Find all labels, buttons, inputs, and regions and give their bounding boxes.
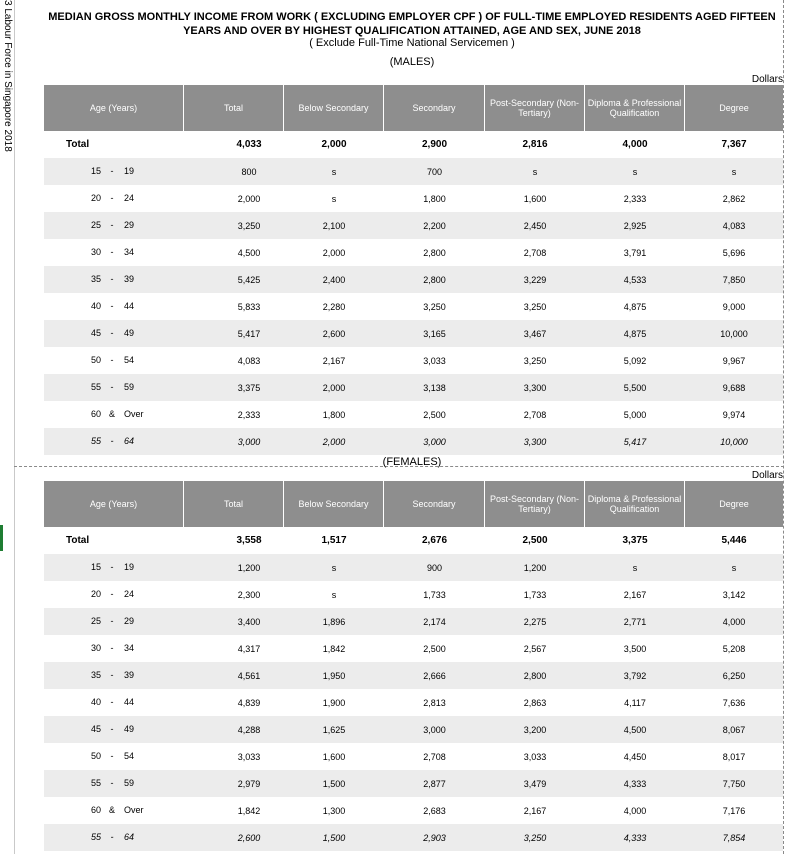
value-cell: 2,300 — [237, 589, 261, 600]
value-cell: 3,165 — [423, 328, 446, 339]
age-from: 50 — [90, 751, 101, 761]
value-cell: 2,200 — [423, 220, 446, 231]
males-section-label: (MALES) — [389, 56, 435, 68]
value-cell: 1,200 — [237, 562, 261, 573]
value-cell: 1,842 — [237, 805, 261, 816]
value-cell: 4,000 — [622, 139, 648, 150]
value-cell: 2,000 — [237, 193, 261, 204]
value-cell: 4,500 — [237, 247, 261, 258]
age-to: 34 — [124, 643, 135, 653]
value-cell: 4,875 — [623, 328, 647, 339]
table-row — [44, 554, 783, 581]
value-cell: 4,083 — [237, 355, 261, 366]
table-row — [44, 824, 783, 851]
table-row — [44, 797, 783, 824]
value-cell: 4,533 — [623, 274, 647, 285]
value-cell: 1,200 — [523, 562, 547, 573]
age-to: Over — [124, 409, 144, 419]
value-cell: 2,500 — [522, 535, 548, 546]
age-from: 45 — [90, 724, 101, 734]
age-sep: - — [110, 751, 114, 761]
age-from: 25 — [90, 616, 101, 626]
value-cell: 4,500 — [623, 724, 647, 735]
age-cell — [44, 320, 184, 347]
age-from: 30 — [90, 643, 101, 653]
value-cell: 3,500 — [623, 643, 647, 654]
age-sep: - — [110, 355, 114, 365]
age-from: 50 — [90, 355, 101, 365]
value-cell: 2,275 — [523, 616, 547, 627]
age-cell — [44, 662, 184, 689]
value-cell: 3,792 — [623, 670, 647, 681]
value-cell: 2,100 — [322, 220, 346, 231]
value-cell: 2,450 — [523, 220, 547, 231]
value-cell: 5,417 — [237, 328, 261, 339]
value-cell: 2,567 — [523, 643, 547, 654]
age-to: 54 — [124, 355, 135, 365]
value-cell: 1,500 — [322, 778, 346, 789]
value-cell: 2,333 — [237, 409, 261, 420]
age-sep: - — [110, 220, 114, 230]
table-header — [44, 481, 783, 527]
age-from: 40 — [90, 697, 101, 707]
value-cell: 1,625 — [322, 724, 346, 735]
value-cell: 2,925 — [623, 220, 647, 231]
age-cell — [44, 554, 184, 581]
value-cell: 2,862 — [722, 193, 746, 204]
value-cell: s — [331, 166, 337, 177]
value-cell: 7,750 — [722, 778, 746, 789]
value-cell: 1,733 — [423, 589, 446, 600]
total-label: Total — [66, 139, 90, 150]
value-cell: 4,839 — [237, 697, 261, 708]
value-cell: 3,000 — [423, 436, 446, 447]
age-from: 55 — [90, 436, 101, 446]
value-cell: 5,000 — [623, 409, 647, 420]
age-to: 64 — [124, 832, 135, 842]
column-header-diploma: Diploma & Professional Qualification — [585, 85, 685, 131]
value-cell: 2,683 — [423, 805, 446, 816]
age-from: 35 — [90, 670, 101, 680]
age-to: 44 — [124, 697, 135, 707]
value-cell: 1,842 — [322, 643, 346, 654]
value-cell: 1,600 — [322, 751, 346, 762]
value-cell: s — [731, 166, 737, 177]
value-cell: 2,400 — [322, 274, 346, 285]
age-from: 15 — [90, 562, 101, 572]
value-cell: 700 — [426, 166, 443, 177]
column-header-below-secondary: Below Secondary — [284, 481, 384, 527]
column-header-total: Total — [184, 481, 284, 527]
value-cell: 4,288 — [237, 724, 261, 735]
value-cell: 8,067 — [722, 724, 746, 735]
value-cell: 2,676 — [421, 535, 448, 546]
column-header-secondary: Secondary — [384, 481, 485, 527]
age-sep: - — [110, 274, 114, 284]
value-cell: 4,875 — [623, 301, 647, 312]
value-cell: 7,850 — [722, 274, 746, 285]
value-cell: 2,167 — [322, 355, 346, 366]
value-cell: s — [532, 166, 538, 177]
column-header-degree: Degree — [719, 499, 749, 509]
age-cell — [44, 185, 184, 212]
age-cell — [44, 266, 184, 293]
value-cell: 2,708 — [423, 751, 446, 762]
age-cell — [44, 716, 184, 743]
age-to: 59 — [124, 778, 135, 788]
value-cell: 5,446 — [721, 535, 747, 546]
value-cell: 2,500 — [423, 409, 446, 420]
value-cell: 800 — [241, 166, 257, 177]
age-sep: - — [110, 616, 114, 626]
age-to: 19 — [124, 562, 135, 572]
age-cell — [44, 293, 184, 320]
value-cell: 1,800 — [423, 193, 446, 204]
value-cell: 8,017 — [722, 751, 746, 762]
value-cell: 2,000 — [322, 436, 346, 447]
age-to: 64 — [124, 436, 135, 446]
value-cell: 4,117 — [624, 697, 646, 708]
age-from: 55 — [90, 382, 101, 392]
value-cell: 900 — [426, 562, 443, 573]
value-cell: 5,417 — [623, 436, 647, 447]
age-sep: - — [110, 382, 114, 392]
value-cell: 3,250 — [237, 220, 261, 231]
value-cell: 9,688 — [722, 382, 746, 393]
value-cell: 3,400 — [237, 616, 261, 627]
value-cell: 3,250 — [423, 301, 446, 312]
age-to: 54 — [124, 751, 135, 761]
report-subtitle: ( Exclude Full-Time National Servicemen ) — [309, 37, 515, 49]
value-cell: 4,333 — [623, 778, 647, 789]
age-from: 25 — [90, 220, 101, 230]
age-to: 24 — [124, 589, 135, 599]
value-cell: 1,900 — [322, 697, 346, 708]
age-cell — [44, 158, 184, 185]
value-cell: 4,000 — [623, 805, 647, 816]
value-cell: 3,000 — [237, 436, 261, 447]
value-cell: 3,375 — [237, 382, 261, 393]
age-sep: & — [108, 805, 115, 815]
value-cell: 5,696 — [722, 247, 746, 258]
age-to: 49 — [124, 724, 135, 734]
value-cell: 3,138 — [423, 382, 446, 393]
age-cell — [44, 770, 184, 797]
value-cell: 10,000 — [720, 436, 748, 447]
table-row — [44, 581, 783, 608]
table-row — [44, 239, 783, 266]
age-from: 55 — [90, 778, 101, 788]
age-from: 30 — [90, 247, 101, 257]
age-sep: & — [108, 409, 115, 419]
table-row-total — [44, 527, 783, 554]
age-to: Over — [124, 805, 144, 815]
value-cell: 2,000 — [322, 382, 346, 393]
value-cell: 1,800 — [322, 409, 346, 420]
value-cell: 2,816 — [522, 139, 548, 150]
value-cell: 2,167 — [523, 805, 547, 816]
age-to: 24 — [124, 193, 135, 203]
value-cell: 5,500 — [623, 382, 647, 393]
age-from: 20 — [90, 193, 101, 203]
age-cell — [44, 689, 184, 716]
age-cell — [44, 635, 184, 662]
age-sep: - — [110, 247, 114, 257]
table-row — [44, 266, 783, 293]
age-to: 19 — [124, 166, 135, 176]
value-cell: 2,877 — [423, 778, 446, 789]
sidebar-title: 3 Labour Force in Singapore 2018 — [2, 0, 13, 152]
table-row — [44, 320, 783, 347]
age-to: 44 — [124, 301, 135, 311]
table-row — [44, 293, 783, 320]
value-cell: 2,771 — [623, 616, 647, 627]
age-sep: - — [110, 193, 114, 203]
value-cell: 2,174 — [423, 616, 446, 627]
title-line-1: MEDIAN GROSS MONTHLY INCOME FROM WORK ( EXCLUDING EMPLOYER CPF ) OF FULL-TIME EMPLOYED RESIDENTS AGED FIFTEEN — [48, 11, 776, 23]
value-cell: s — [632, 166, 638, 177]
value-cell: 2,800 — [523, 670, 547, 681]
value-cell: 3,479 — [523, 778, 547, 789]
value-cell: 3,250 — [523, 301, 547, 312]
value-cell: 3,200 — [523, 724, 547, 735]
value-cell: 4,000 — [722, 616, 746, 627]
value-cell: 4,333 — [623, 832, 647, 843]
value-cell: s — [632, 562, 638, 573]
value-cell: 1,896 — [322, 616, 346, 627]
value-cell: 7,854 — [722, 832, 746, 843]
value-cell: 2,333 — [623, 193, 647, 204]
value-cell: 9,974 — [722, 409, 746, 420]
age-from: 45 — [90, 328, 101, 338]
value-cell: 1,600 — [523, 193, 547, 204]
value-cell: 5,833 — [237, 301, 261, 312]
age-from: 40 — [90, 301, 101, 311]
column-header-post-secondary: Post-Secondary (Non-Tertiary) — [485, 85, 585, 131]
column-header-degree: Degree — [719, 103, 749, 113]
age-to: 29 — [124, 220, 135, 230]
active-row-marker — [0, 525, 3, 551]
value-cell: 1,950 — [322, 670, 346, 681]
value-cell: 3,250 — [523, 832, 547, 843]
value-cell: 1,500 — [322, 832, 346, 843]
value-cell: 6,250 — [722, 670, 746, 681]
age-from: 35 — [90, 274, 101, 284]
value-cell: 3,142 — [722, 589, 746, 600]
age-cell — [44, 239, 184, 266]
value-cell: 3,558 — [236, 535, 262, 546]
value-cell: 2,903 — [423, 832, 446, 843]
age-cell — [44, 131, 184, 158]
value-cell: 2,800 — [423, 247, 446, 258]
age-sep: - — [110, 778, 114, 788]
table-row — [44, 428, 783, 455]
value-cell: 2,600 — [237, 832, 261, 843]
age-to: 59 — [124, 382, 135, 392]
value-cell: 3,300 — [523, 382, 547, 393]
table-row — [44, 347, 783, 374]
value-cell: 4,561 — [237, 670, 261, 681]
value-cell: 2,666 — [423, 670, 446, 681]
report-title — [40, 10, 784, 38]
value-cell: 5,425 — [237, 274, 261, 285]
value-cell: 3,033 — [523, 751, 547, 762]
value-cell: 2,863 — [523, 697, 547, 708]
column-header-age: Age (Years) — [44, 85, 184, 131]
table-row — [44, 608, 783, 635]
males-unit-label: Dollars — [751, 74, 783, 85]
table-row — [44, 635, 783, 662]
table-row — [44, 743, 783, 770]
value-cell: 2,900 — [421, 139, 448, 150]
value-cell: 2,280 — [322, 301, 346, 312]
value-cell: 7,367 — [721, 139, 747, 150]
value-cell: 2,979 — [237, 778, 261, 789]
value-cell: 2,708 — [523, 247, 547, 258]
value-cell: 3,000 — [423, 724, 446, 735]
age-cell — [44, 743, 184, 770]
column-header-post-secondary: Post-Secondary (Non-Tertiary) — [485, 481, 585, 527]
value-cell: 3,033 — [237, 751, 261, 762]
males-table — [44, 85, 783, 455]
value-cell: 9,967 — [722, 355, 746, 366]
value-cell: 3,375 — [622, 535, 648, 546]
column-header-below-secondary: Below Secondary — [284, 85, 384, 131]
value-cell: 2,000 — [322, 247, 346, 258]
table-row — [44, 401, 783, 428]
age-sep: - — [110, 166, 114, 176]
value-cell: 2,800 — [423, 274, 446, 285]
age-to: 49 — [124, 328, 135, 338]
age-sep: - — [110, 436, 114, 446]
age-cell — [44, 608, 184, 635]
age-sep: - — [110, 670, 114, 680]
age-to: 34 — [124, 247, 135, 257]
age-cell — [44, 581, 184, 608]
age-to: 39 — [124, 274, 135, 284]
title-line-2: YEARS AND OVER BY HIGHEST QUALIFICATION ATTAINED, AGE AND SEX, JUNE 2018 — [183, 25, 641, 37]
table-header — [44, 85, 783, 131]
value-cell: 2,167 — [623, 589, 647, 600]
age-from: 60 — [90, 805, 101, 815]
value-cell: 3,250 — [523, 355, 547, 366]
age-cell — [44, 527, 184, 554]
age-from: 20 — [90, 589, 101, 599]
age-sep: - — [110, 697, 114, 707]
value-cell: 9,000 — [722, 301, 746, 312]
value-cell: 4,083 — [722, 220, 746, 231]
value-cell: s — [731, 562, 737, 573]
value-cell: s — [331, 589, 337, 600]
table-row — [44, 185, 783, 212]
value-cell: 2,500 — [423, 643, 446, 654]
value-cell: 2,813 — [423, 697, 446, 708]
value-cell: 2,708 — [523, 409, 547, 420]
age-sep: - — [110, 301, 114, 311]
value-cell: s — [331, 193, 337, 204]
value-cell: 3,229 — [523, 274, 547, 285]
females-table — [44, 481, 783, 851]
age-sep: - — [110, 643, 114, 653]
column-header-total: Total — [184, 85, 284, 131]
age-to: 29 — [124, 616, 135, 626]
age-cell — [44, 401, 184, 428]
column-header-secondary: Secondary — [384, 85, 485, 131]
table-row — [44, 374, 783, 401]
age-sep: - — [110, 328, 114, 338]
age-from: 55 — [90, 832, 101, 842]
total-label: Total — [66, 535, 90, 546]
age-sep: - — [110, 589, 114, 599]
value-cell: 7,176 — [722, 805, 746, 816]
value-cell: 3,300 — [523, 436, 547, 447]
value-cell: 3,467 — [523, 328, 547, 339]
age-sep: - — [110, 562, 114, 572]
sheet-sidebar — [0, 0, 15, 854]
value-cell: 2,000 — [321, 139, 347, 150]
table-row — [44, 770, 783, 797]
value-cell: 3,791 — [623, 247, 647, 258]
value-cell: 5,208 — [722, 643, 746, 654]
age-sep: - — [110, 724, 114, 734]
value-cell: 4,033 — [236, 139, 262, 150]
value-cell: 1,300 — [322, 805, 346, 816]
value-cell: 10,000 — [720, 328, 748, 339]
females-section-label: (FEMALES) — [382, 456, 442, 468]
age-cell — [44, 347, 184, 374]
value-cell: 7,636 — [722, 697, 746, 708]
value-cell: 1,517 — [321, 535, 347, 546]
age-sep: - — [110, 832, 114, 842]
age-cell — [44, 212, 184, 239]
page-edge-dashed — [783, 0, 784, 854]
value-cell: 1,733 — [523, 589, 547, 600]
table-row — [44, 716, 783, 743]
value-cell: s — [331, 562, 337, 573]
age-from: 60 — [90, 409, 101, 419]
age-cell — [44, 428, 184, 455]
age-cell — [44, 824, 184, 851]
column-header-age: Age (Years) — [44, 481, 184, 527]
age-to: 39 — [124, 670, 135, 680]
value-cell: 5,092 — [623, 355, 647, 366]
age-cell — [44, 374, 184, 401]
table-row — [44, 212, 783, 239]
age-cell — [44, 797, 184, 824]
table-row — [44, 158, 783, 185]
column-header-diploma: Diploma & Professional Qualification — [585, 481, 685, 527]
females-unit-label: Dollars — [751, 470, 783, 481]
value-cell: 3,033 — [423, 355, 446, 366]
age-from: 15 — [90, 166, 101, 176]
table-row — [44, 662, 783, 689]
value-cell: 4,450 — [623, 751, 647, 762]
table-row — [44, 689, 783, 716]
table-row-total — [44, 131, 783, 158]
value-cell: 4,317 — [237, 643, 261, 654]
value-cell: 2,600 — [322, 328, 346, 339]
